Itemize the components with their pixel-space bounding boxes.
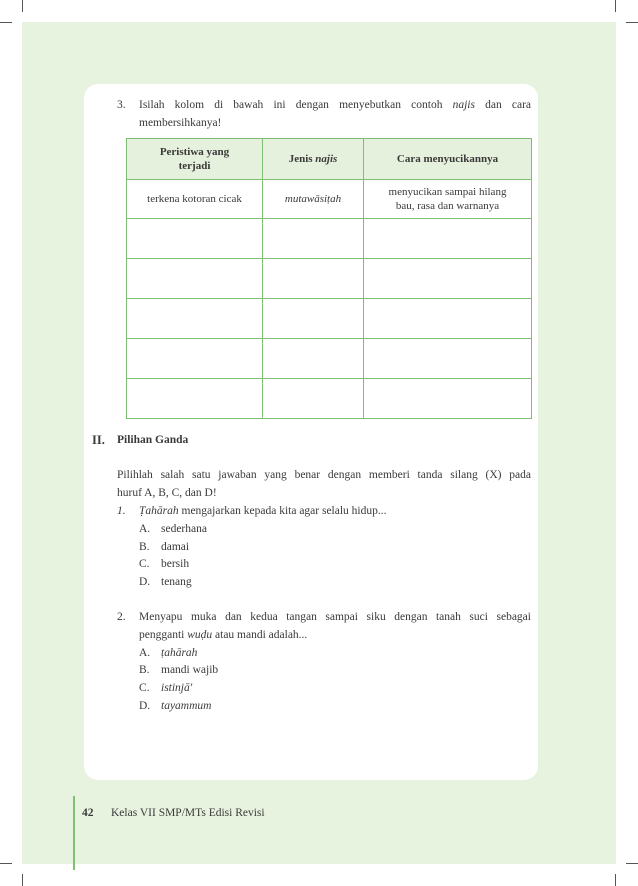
- q2-option-text[interactable]: ṭahārah: [161, 647, 198, 659]
- instruction-line2: huruf A, B, C, dan D!: [117, 487, 217, 499]
- table-cell[interactable]: [364, 339, 532, 379]
- table-cell: terkena kotoran cicak: [127, 180, 263, 219]
- crop-mark: [22, 0, 23, 12]
- q2-option-text[interactable]: tayammum: [161, 700, 212, 712]
- crop-mark: [615, 0, 616, 12]
- crop-mark: [615, 874, 616, 886]
- table-cell[interactable]: [364, 299, 532, 339]
- crop-mark: [0, 863, 12, 864]
- q1-option-letter: C.: [139, 558, 150, 570]
- question3-number: 3.: [117, 99, 126, 111]
- q2-option-letter: B.: [139, 664, 150, 676]
- table-cell[interactable]: [127, 339, 263, 379]
- table-header-cara: Cara menyucikannya: [364, 139, 532, 180]
- table-cell[interactable]: [127, 259, 263, 299]
- q1-option-text[interactable]: sederhana: [161, 523, 207, 535]
- q1-rest: mengajarkan kepada kita agar selalu hidup...: [181, 505, 387, 517]
- table-cell[interactable]: [127, 299, 263, 339]
- table-cell[interactable]: [263, 219, 364, 259]
- section-title: Pilihan Ganda: [117, 434, 189, 446]
- table-cell[interactable]: [127, 219, 263, 259]
- table-cell[interactable]: [263, 379, 364, 419]
- table-row: [127, 339, 532, 379]
- table-header-row: [127, 139, 532, 180]
- table-row: [127, 299, 532, 339]
- q1-option-letter: A.: [139, 523, 151, 535]
- table-cell[interactable]: [364, 259, 532, 299]
- q2-line1: Menyapu muka dan kedua tangan sampai siku dengan tanah suci sebagai: [139, 611, 531, 623]
- crop-mark: [626, 863, 638, 864]
- q2-line2: pengganti wuḍu atau mandi adalah...: [139, 629, 308, 641]
- table-cell: mutawāsiṭah: [263, 180, 364, 219]
- table-row: [127, 259, 532, 299]
- q2-option-text[interactable]: istinjā': [161, 682, 193, 694]
- table-cell: menyucikan sampai hilang bau, rasa dan warnanya: [364, 180, 532, 219]
- q2-option-letter: C.: [139, 682, 150, 694]
- q2-option-text[interactable]: mandi wajib: [161, 664, 219, 676]
- table-cell[interactable]: [364, 219, 532, 259]
- page-number: 42: [82, 807, 94, 819]
- q2-wudu: wuḍu: [187, 629, 213, 641]
- q2-option-letter: D.: [139, 700, 151, 712]
- table-row: [127, 219, 532, 259]
- table-header-jenis: Jenis najis: [263, 139, 364, 180]
- q2-number: 2.: [117, 611, 126, 623]
- q2-option-letter: A.: [139, 647, 151, 659]
- table-cell[interactable]: [263, 259, 364, 299]
- q1-taharah: Ṭahārah: [139, 505, 179, 517]
- q1-text: [139, 503, 387, 520]
- table-row: [127, 379, 532, 419]
- section-numeral: II.: [92, 433, 105, 447]
- crop-mark: [0, 22, 12, 23]
- table-header-peristiwa: Peristiwa yang terjadi: [127, 139, 263, 180]
- table-cell[interactable]: [263, 299, 364, 339]
- table-cell[interactable]: [127, 379, 263, 419]
- table-row: [127, 180, 532, 219]
- question3-line2: membersihkanya!: [139, 117, 222, 129]
- question3-najis: najis: [452, 99, 475, 111]
- question3-text-pre: Isilah kolom di bawah ini dengan menyebutkan contoh: [139, 99, 443, 111]
- question3-text-post: dan cara: [485, 99, 532, 111]
- q1-option-text[interactable]: tenang: [161, 576, 192, 588]
- q1-option-letter: B.: [139, 541, 150, 553]
- question3-line1: [139, 97, 531, 114]
- q1-number: 1.: [117, 505, 126, 517]
- book-title: Kelas VII SMP/MTs Edisi Revisi: [111, 807, 265, 819]
- instruction-line1: Pilihlah salah satu jawaban yang benar dengan memberi tanda silang (X) pada: [117, 469, 531, 481]
- footer-rule: [73, 796, 75, 870]
- table-cell[interactable]: [364, 379, 532, 419]
- crop-mark: [626, 22, 638, 23]
- crop-mark: [22, 874, 23, 886]
- q1-option-text[interactable]: damai: [161, 541, 190, 553]
- q1-option-letter: D.: [139, 576, 151, 588]
- q1-option-text[interactable]: bersih: [161, 558, 190, 570]
- najis-table: [126, 138, 532, 419]
- table-cell[interactable]: [263, 339, 364, 379]
